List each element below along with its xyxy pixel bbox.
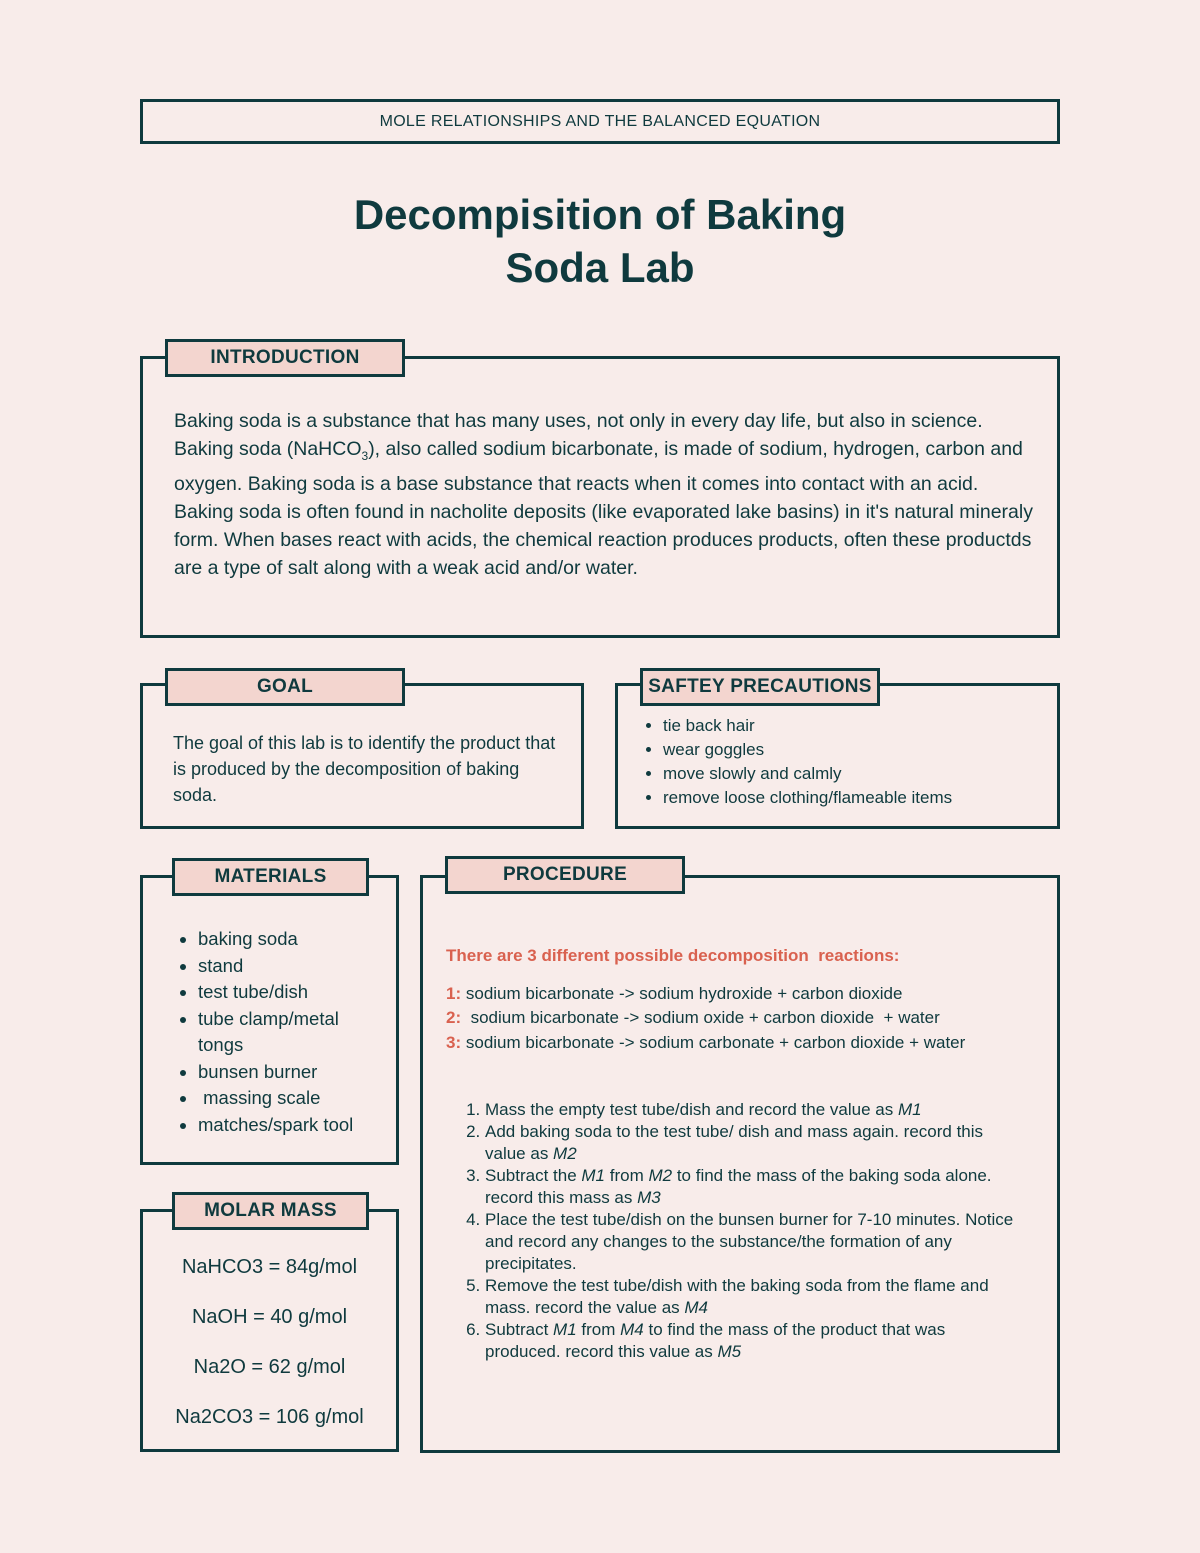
safety-label: SAFTEY PRECAUTIONS <box>648 676 872 697</box>
materials-tag <box>172 858 369 896</box>
safety-list <box>639 714 1039 810</box>
procedure-section <box>420 875 1060 1453</box>
unit-header <box>140 99 1060 144</box>
reaction-number: 1: <box>446 984 462 1003</box>
reaction-text: sodium bicarbonate -> sodium hydroxide + carbon dioxide <box>465 984 903 1003</box>
reactions-intro: There are 3 different possible decomposition reactions: <box>446 946 900 965</box>
procedure-steps <box>447 1099 1017 1363</box>
introduction-label: INTRODUCTION <box>210 347 360 368</box>
introduction-tag <box>165 339 405 377</box>
molar-mass-label: MOLAR MASS <box>204 1200 337 1221</box>
introduction-text: Baking soda is a substance that has many uses, not only in every day life, but also in science. Baking soda (NaHCO$_3$), also called sodium bicarbonate, is made of sodium, hydrogen, carbon and oxygen. Baking soda is a base substance that reacts when it comes into contact with an acid. Baking soda is often found in nacholite deposits (like evaporated lake basins) in it's natural mineraly form. When bases react with acids, the chemical reaction produces products, often these productds are a type of salt along with a weak acid and/or water. <box>174 410 1033 579</box>
list-item: • tube clamp/metal tongs <box>198 1006 379 1059</box>
materials-list <box>174 926 379 1138</box>
reaction-text: sodium bicarbonate -> sodium oxide + carbon dioxide + water <box>470 1008 940 1027</box>
list-item: • matches/spark tool <box>198 1112 379 1139</box>
subscript-3: 3 <box>361 448 369 463</box>
materials-label: MATERIALS <box>214 866 327 887</box>
procedure-step: 6. Subtract M1 from M4 to find the mass of the product that was produced. record this value as M5 <box>485 1319 1017 1363</box>
procedure-step: 4. Place the test tube/dish on the bunsen burner for 7-10 minutes. Notice and record any changes to the substance/the formation of any precipitates. <box>485 1209 1017 1275</box>
procedure-tag <box>445 856 685 894</box>
list-item: • test tube/dish <box>198 979 379 1006</box>
reaction-line <box>446 1005 1046 1030</box>
list-item: • baking soda <box>198 926 379 953</box>
goal-text: The goal of this lab is to identify the product that is produced by the decomposition of baking soda. <box>173 733 556 805</box>
safety-tag <box>640 668 880 706</box>
list-item: • remove loose clothing/flameable items <box>663 786 1039 810</box>
molar-mass-section <box>140 1209 399 1452</box>
reaction-line <box>446 1030 1046 1055</box>
molar-mass-item: Na2O = 62 g/mol <box>193 1356 346 1378</box>
goal-label: GOAL <box>256 676 314 697</box>
title-line-2: Soda Lab <box>505 244 695 291</box>
reaction-number: 2: <box>446 1008 462 1027</box>
molar-mass-item: NaHCO3 = 84g/mol <box>181 1256 358 1278</box>
list-item: • wear goggles <box>663 738 1039 762</box>
page-title <box>200 188 1000 294</box>
procedure-step: 5. Remove the test tube/dish with the baking soda from the flame and mass. record the value as M4 <box>485 1275 1017 1319</box>
reaction-number: 3: <box>446 1033 462 1052</box>
molar-mass-item: Na2CO3 = 106 g/mol <box>175 1406 364 1428</box>
molar-mass-tag <box>172 1192 369 1230</box>
list-item: • tie back hair <box>663 714 1039 738</box>
procedure-label: PROCEDURE <box>502 864 628 885</box>
procedure-step: 3. Subtract the M1 from M2 to find the mass of the baking soda alone. record this mass as M3 <box>485 1165 1017 1209</box>
list-item: • bunsen burner <box>198 1059 379 1086</box>
materials-section <box>140 875 399 1165</box>
molar-mass-item: NaOH = 40 g/mol <box>191 1306 348 1328</box>
list-item: • move slowly and calmly <box>663 762 1039 786</box>
reaction-text: sodium bicarbonate -> sodium carbonate + carbon dioxide + water <box>465 1033 966 1052</box>
procedure-step: 1. Mass the empty test tube/dish and record the value as M1 <box>485 1099 1017 1121</box>
unit-title: MOLE RELATIONSHIPS AND THE BALANCED EQUATION <box>379 112 821 130</box>
goal-tag <box>165 668 405 706</box>
introduction-section <box>140 356 1060 638</box>
title-line-1: Decompisition of Baking <box>353 191 847 238</box>
procedure-step: 2. Add baking soda to the test tube/ dish and mass again. record this value as M2 <box>485 1121 1017 1165</box>
reaction-line <box>446 981 1046 1006</box>
list-item: • stand <box>198 953 379 980</box>
list-item: • massing scale <box>198 1085 379 1112</box>
